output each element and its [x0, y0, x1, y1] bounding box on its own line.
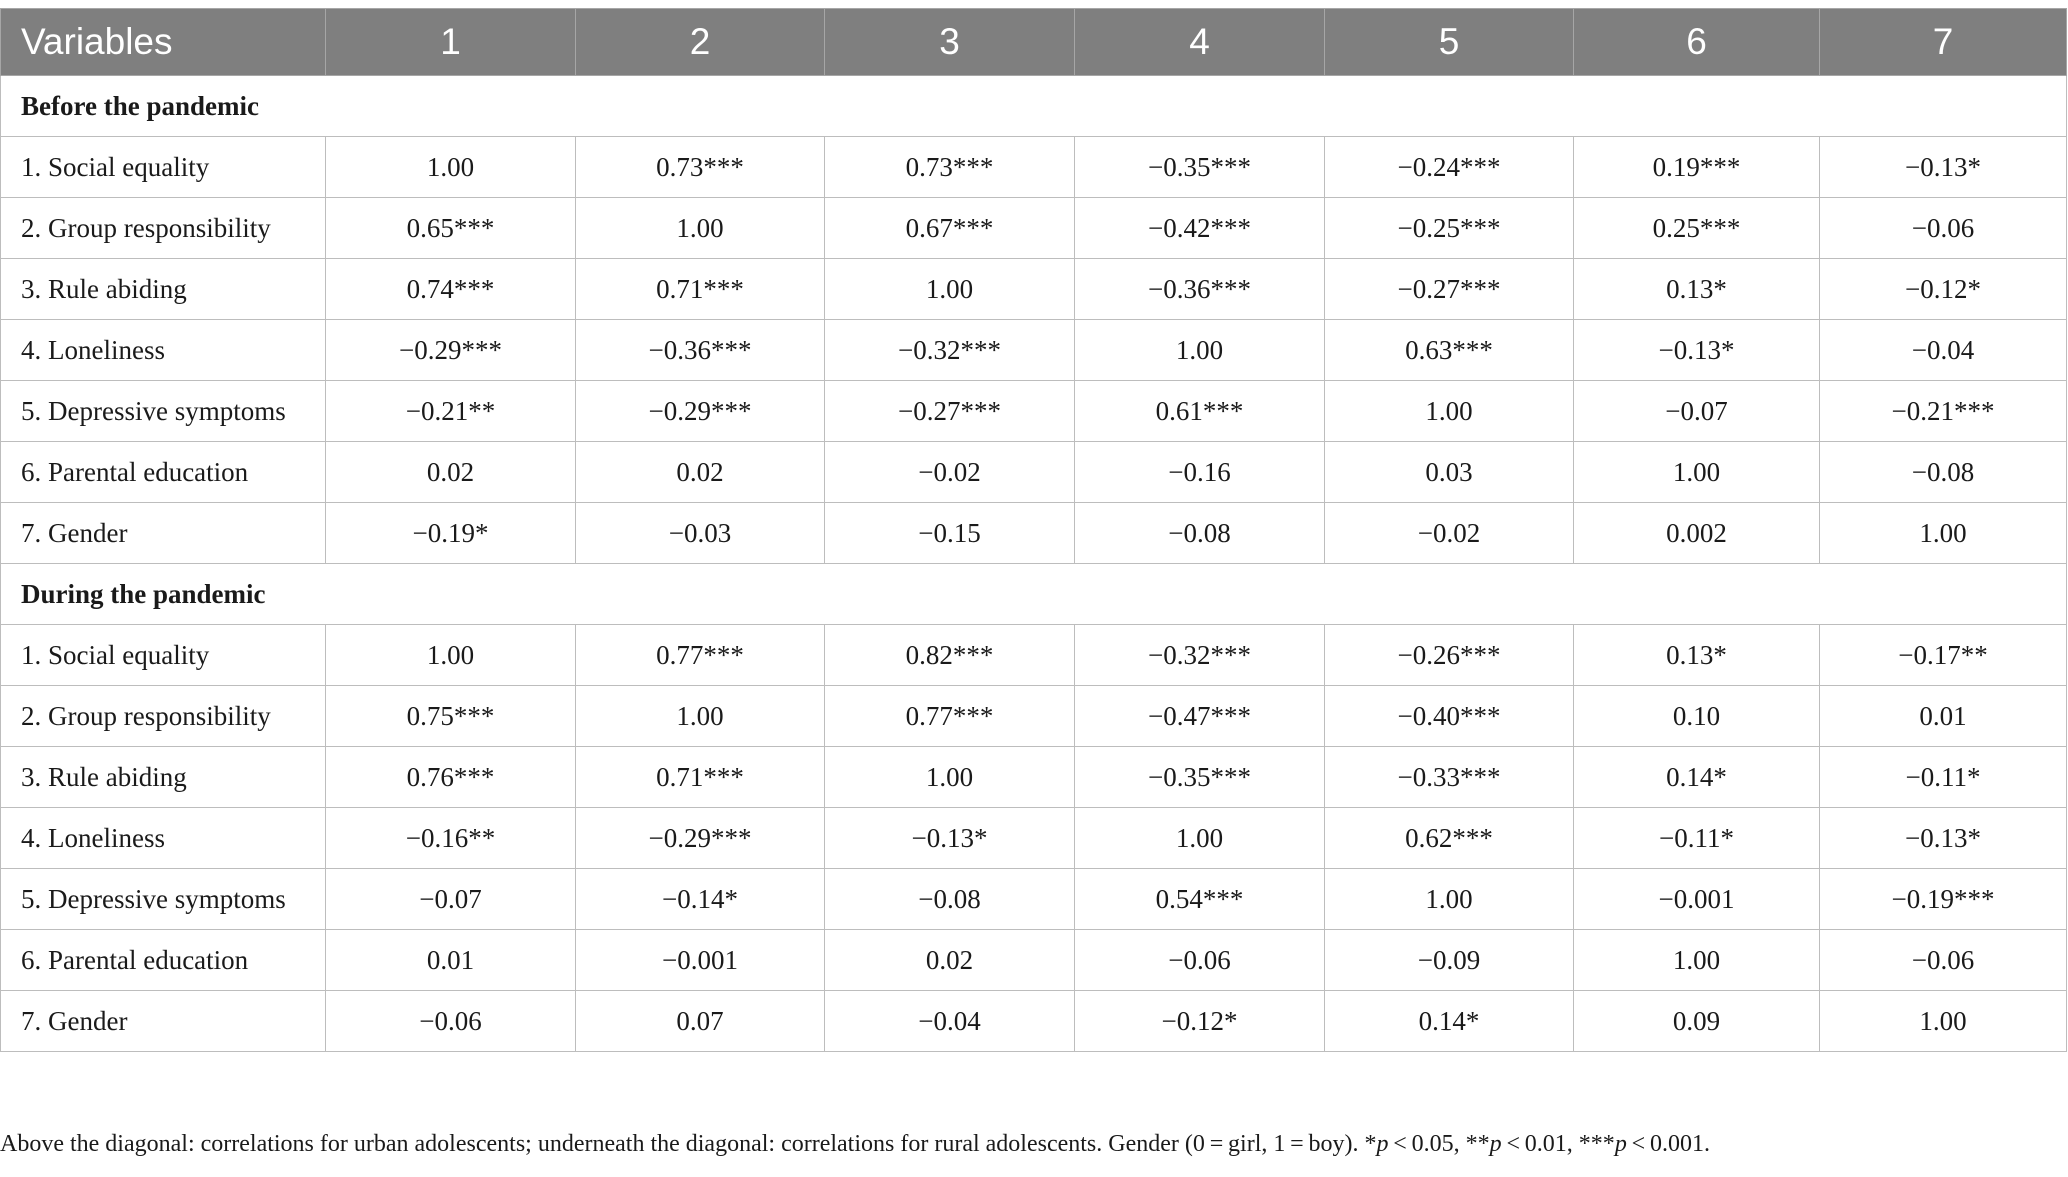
table-row	[1, 381, 2067, 442]
correlation-cell: −0.40***	[1325, 686, 1574, 747]
section-title: Before the pandemic	[1, 76, 2067, 137]
correlation-cell: −0.36***	[1075, 259, 1325, 320]
correlation-cell: 0.82***	[825, 625, 1075, 686]
table-row	[1, 930, 2067, 991]
correlation-cell: 1.00	[1574, 930, 1820, 991]
variable-label: 7. Gender	[1, 991, 326, 1052]
header-row	[1, 9, 2067, 76]
correlation-table	[0, 8, 2067, 1052]
correlation-cell: 1.00	[326, 137, 576, 198]
correlation-cell: −0.12*	[1820, 259, 2067, 320]
correlation-cell: 0.13*	[1574, 625, 1820, 686]
correlation-cell: 0.02	[825, 930, 1075, 991]
correlation-cell: 0.77***	[576, 625, 825, 686]
correlation-cell: −0.47***	[1075, 686, 1325, 747]
correlation-cell: −0.27***	[1325, 259, 1574, 320]
correlation-cell: 0.13*	[1574, 259, 1820, 320]
correlation-cell: 0.73***	[825, 137, 1075, 198]
correlation-cell: −0.04	[1820, 320, 2067, 381]
correlation-cell: −0.16	[1075, 442, 1325, 503]
table-row	[1, 320, 2067, 381]
correlation-cell: 0.01	[326, 930, 576, 991]
correlation-cell: 1.00	[1574, 442, 1820, 503]
correlation-cell: −0.07	[1574, 381, 1820, 442]
footnote-p: p	[1489, 1131, 1502, 1157]
correlation-cell: 0.25***	[1574, 198, 1820, 259]
correlation-cell: 0.03	[1325, 442, 1574, 503]
variable-label: 4. Loneliness	[1, 808, 326, 869]
section-title: During the pandemic	[1, 564, 2067, 625]
correlation-cell: −0.04	[825, 991, 1075, 1052]
correlation-cell: −0.32***	[1075, 625, 1325, 686]
correlation-cell: 0.10	[1574, 686, 1820, 747]
correlation-cell: −0.02	[825, 442, 1075, 503]
correlation-cell: 1.00	[1820, 991, 2067, 1052]
correlation-cell: −0.42***	[1075, 198, 1325, 259]
section-row	[1, 564, 2067, 625]
variable-label: 6. Parental education	[1, 930, 326, 991]
table-body	[1, 76, 2067, 1052]
correlation-cell: −0.35***	[1075, 137, 1325, 198]
correlation-cell: 1.00	[326, 625, 576, 686]
table-row	[1, 198, 2067, 259]
table-row	[1, 747, 2067, 808]
footnote-p: p	[1614, 1131, 1627, 1157]
table-row	[1, 259, 2067, 320]
variable-label: 2. Group responsibility	[1, 198, 326, 259]
correlation-cell: 0.71***	[576, 259, 825, 320]
correlation-cell: 1.00	[576, 198, 825, 259]
correlation-cell: −0.06	[326, 991, 576, 1052]
correlation-cell: −0.21**	[326, 381, 576, 442]
footnote-text: Above the diagonal: correlations for urban adolescents; underneath the diagonal: correlations for rural adolescents. Gender (0 = girl, 1 = boy). *	[0, 1131, 1377, 1157]
footnote-text: < 0.001.	[1626, 1131, 1710, 1157]
correlation-cell: 0.02	[576, 442, 825, 503]
correlation-cell: 1.00	[825, 259, 1075, 320]
table-row	[1, 503, 2067, 564]
correlation-cell: 0.07	[576, 991, 825, 1052]
correlation-cell: 0.61***	[1075, 381, 1325, 442]
correlation-cell: −0.11*	[1820, 747, 2067, 808]
correlation-cell: −0.03	[576, 503, 825, 564]
correlation-cell: −0.08	[1820, 442, 2067, 503]
correlation-cell: 0.14*	[1574, 747, 1820, 808]
variable-label: 7. Gender	[1, 503, 326, 564]
correlation-cell: −0.001	[576, 930, 825, 991]
table-footnote	[0, 1131, 1710, 1158]
correlation-cell: −0.19*	[326, 503, 576, 564]
correlation-cell: −0.17**	[1820, 625, 2067, 686]
correlation-cell: −0.07	[326, 869, 576, 930]
correlation-cell: 1.00	[1325, 869, 1574, 930]
correlation-cell: 1.00	[576, 686, 825, 747]
correlation-cell: −0.13*	[1820, 808, 2067, 869]
correlation-cell: −0.29***	[576, 808, 825, 869]
correlation-cell: −0.15	[825, 503, 1075, 564]
correlation-cell: 0.74***	[326, 259, 576, 320]
correlation-cell: 0.01	[1820, 686, 2067, 747]
header-variables: Variables	[1, 9, 326, 76]
variable-label: 1. Social equality	[1, 625, 326, 686]
correlation-cell: −0.19***	[1820, 869, 2067, 930]
variable-label: 1. Social equality	[1, 137, 326, 198]
table-row	[1, 442, 2067, 503]
correlation-cell: −0.02	[1325, 503, 1574, 564]
footnote-p: p	[1376, 1131, 1389, 1157]
header-col-2: 2	[576, 9, 825, 76]
footnote-text: < 0.05, **	[1388, 1131, 1490, 1157]
table-row	[1, 137, 2067, 198]
correlation-cell: −0.24***	[1325, 137, 1574, 198]
variable-label: 4. Loneliness	[1, 320, 326, 381]
table-row	[1, 686, 2067, 747]
table-row	[1, 991, 2067, 1052]
correlation-cell: −0.14*	[576, 869, 825, 930]
variable-label: 5. Depressive symptoms	[1, 381, 326, 442]
correlation-cell: 0.67***	[825, 198, 1075, 259]
correlation-cell: −0.08	[825, 869, 1075, 930]
correlation-cell: 0.71***	[576, 747, 825, 808]
correlation-cell: −0.25***	[1325, 198, 1574, 259]
correlation-cell: 0.09	[1574, 991, 1820, 1052]
correlation-cell: −0.16**	[326, 808, 576, 869]
correlation-cell: 0.54***	[1075, 869, 1325, 930]
correlation-cell: −0.06	[1820, 930, 2067, 991]
variable-label: 3. Rule abiding	[1, 259, 326, 320]
correlation-cell: 0.19***	[1574, 137, 1820, 198]
variable-label: 3. Rule abiding	[1, 747, 326, 808]
table-row	[1, 625, 2067, 686]
table-row	[1, 808, 2067, 869]
correlation-cell: 0.62***	[1325, 808, 1574, 869]
header-col-5: 5	[1325, 9, 1574, 76]
correlation-cell: −0.29***	[326, 320, 576, 381]
table-row	[1, 869, 2067, 930]
variable-label: 2. Group responsibility	[1, 686, 326, 747]
correlation-cell: 0.63***	[1325, 320, 1574, 381]
correlation-cell: 0.02	[326, 442, 576, 503]
correlation-cell: −0.21***	[1820, 381, 2067, 442]
correlation-cell: 1.00	[1075, 320, 1325, 381]
correlation-cell: −0.09	[1325, 930, 1574, 991]
footnote-text: < 0.01, ***	[1501, 1131, 1615, 1157]
correlation-cell: −0.26***	[1325, 625, 1574, 686]
correlation-cell: −0.27***	[825, 381, 1075, 442]
correlation-cell: −0.32***	[825, 320, 1075, 381]
correlation-cell: −0.11*	[1574, 808, 1820, 869]
header-col-1: 1	[326, 9, 576, 76]
header-col-6: 6	[1574, 9, 1820, 76]
correlation-cell: −0.13*	[1820, 137, 2067, 198]
correlation-cell: 0.73***	[576, 137, 825, 198]
correlation-cell: 0.76***	[326, 747, 576, 808]
section-row	[1, 76, 2067, 137]
correlation-cell: −0.33***	[1325, 747, 1574, 808]
header-col-7: 7	[1820, 9, 2067, 76]
correlation-cell: −0.12*	[1075, 991, 1325, 1052]
correlation-cell: −0.36***	[576, 320, 825, 381]
correlation-cell: 1.00	[1325, 381, 1574, 442]
correlation-cell: −0.13*	[825, 808, 1075, 869]
header-col-4: 4	[1075, 9, 1325, 76]
correlation-cell: 0.77***	[825, 686, 1075, 747]
correlation-cell: −0.001	[1574, 869, 1820, 930]
correlation-cell: −0.13*	[1574, 320, 1820, 381]
variable-label: 5. Depressive symptoms	[1, 869, 326, 930]
correlation-cell: −0.08	[1075, 503, 1325, 564]
header-col-3: 3	[825, 9, 1075, 76]
correlation-cell: −0.06	[1075, 930, 1325, 991]
correlation-cell: 0.65***	[326, 198, 576, 259]
variable-label: 6. Parental education	[1, 442, 326, 503]
correlation-cell: 0.002	[1574, 503, 1820, 564]
correlation-cell: 1.00	[825, 747, 1075, 808]
correlation-cell: 1.00	[1075, 808, 1325, 869]
correlation-cell: 1.00	[1820, 503, 2067, 564]
correlation-cell: 0.75***	[326, 686, 576, 747]
correlation-cell: 0.14*	[1325, 991, 1574, 1052]
correlation-cell: −0.06	[1820, 198, 2067, 259]
correlation-cell: −0.29***	[576, 381, 825, 442]
correlation-cell: −0.35***	[1075, 747, 1325, 808]
